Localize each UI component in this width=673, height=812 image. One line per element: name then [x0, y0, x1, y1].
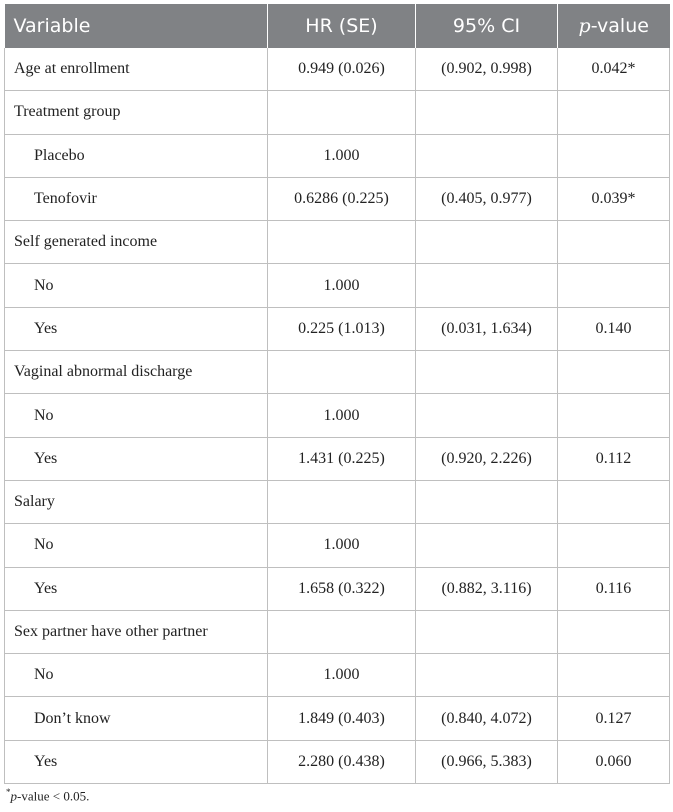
header-hr-se: HR (SE) — [268, 4, 416, 48]
cell-p-value — [558, 654, 670, 697]
cell-p-value: 0.140 — [558, 307, 670, 350]
cell-p-value — [558, 524, 670, 567]
cell-95-ci — [416, 264, 558, 307]
cell-variable: No — [5, 654, 268, 697]
cell-p-value — [558, 91, 670, 134]
header-row — [5, 4, 670, 48]
cell-variable: No — [5, 524, 268, 567]
cell-hr-se: 0.225 (1.013) — [268, 307, 416, 350]
header-95-ci: 95% CI — [416, 4, 558, 48]
cell-variable: Tenofovir — [5, 177, 268, 220]
cell-hr-se: 2.280 (0.438) — [268, 740, 416, 783]
cell-variable: Yes — [5, 437, 268, 480]
cell-hr-se: 1.849 (0.403) — [268, 697, 416, 740]
table-row — [5, 524, 670, 567]
cell-hr-se: 1.658 (0.322) — [268, 567, 416, 610]
cell-95-ci: (0.966, 5.383) — [416, 740, 558, 783]
table-row — [5, 221, 670, 264]
cell-95-ci — [416, 610, 558, 653]
table-row — [5, 394, 670, 437]
cell-variable: Salary — [5, 480, 268, 523]
table-row — [5, 351, 670, 394]
cell-variable: Self generated income — [5, 221, 268, 264]
cell-95-ci — [416, 134, 558, 177]
cell-hr-se: 1.431 (0.225) — [268, 437, 416, 480]
cell-95-ci — [416, 480, 558, 523]
table-row — [5, 264, 670, 307]
header-p-value — [558, 4, 670, 48]
cell-p-value — [558, 394, 670, 437]
cell-p-value — [558, 264, 670, 307]
cell-hr-se — [268, 351, 416, 394]
cell-95-ci — [416, 394, 558, 437]
cell-p-value — [558, 610, 670, 653]
table-row — [5, 91, 670, 134]
table-row — [5, 437, 670, 480]
cell-hr-se: 1.000 — [268, 394, 416, 437]
cell-variable: Treatment group — [5, 91, 268, 134]
footnote-text: -value < 0.05. — [17, 788, 90, 804]
footnote-marker: * — [6, 787, 11, 797]
cell-95-ci — [416, 221, 558, 264]
cell-variable: Age at enrollment — [5, 48, 268, 91]
cell-hr-se — [268, 91, 416, 134]
table-row — [5, 480, 670, 523]
cell-variable: Placebo — [5, 134, 268, 177]
cell-p-value: 0.039* — [558, 177, 670, 220]
cell-hr-se — [268, 221, 416, 264]
cell-hr-se — [268, 480, 416, 523]
cell-p-value: 0.127 — [558, 697, 670, 740]
table-row — [5, 48, 670, 91]
cell-hr-se: 1.000 — [268, 654, 416, 697]
cell-95-ci: (0.405, 0.977) — [416, 177, 558, 220]
cell-95-ci — [416, 524, 558, 567]
table-row — [5, 610, 670, 653]
cell-hr-se: 1.000 — [268, 524, 416, 567]
cell-hr-se: 0.6286 (0.225) — [268, 177, 416, 220]
cell-p-value: 0.060 — [558, 740, 670, 783]
cell-hr-se: 1.000 — [268, 264, 416, 307]
table-row — [5, 177, 670, 220]
header-variable: Variable — [5, 4, 268, 48]
cell-95-ci: (0.840, 4.072) — [416, 697, 558, 740]
cell-p-value: 0.042* — [558, 48, 670, 91]
cell-p-value — [558, 351, 670, 394]
cell-variable: Yes — [5, 740, 268, 783]
table-row — [5, 654, 670, 697]
cell-95-ci — [416, 654, 558, 697]
cell-95-ci: (0.031, 1.634) — [416, 307, 558, 350]
cell-95-ci: (0.882, 3.116) — [416, 567, 558, 610]
table-header — [5, 4, 670, 48]
cell-95-ci — [416, 351, 558, 394]
cell-hr-se: 0.949 (0.026) — [268, 48, 416, 91]
cell-hr-se — [268, 610, 416, 653]
header-p-suffix: -value — [590, 15, 649, 37]
table-row — [5, 740, 670, 783]
cell-hr-se: 1.000 — [268, 134, 416, 177]
cell-p-value — [558, 221, 670, 264]
footnote-p-letter: p — [10, 788, 17, 804]
footnote — [6, 787, 89, 804]
cell-variable: Sex partner have other partner — [5, 610, 268, 653]
cell-variable: Don’t know — [5, 697, 268, 740]
cell-p-value: 0.116 — [558, 567, 670, 610]
table-row — [5, 697, 670, 740]
hazard-ratio-table — [4, 4, 670, 784]
cell-p-value: 0.112 — [558, 437, 670, 480]
cell-95-ci: (0.920, 2.226) — [416, 437, 558, 480]
header-p-letter: p — [578, 15, 591, 37]
cell-variable: No — [5, 394, 268, 437]
cell-95-ci — [416, 91, 558, 134]
cell-95-ci: (0.902, 0.998) — [416, 48, 558, 91]
cell-p-value — [558, 480, 670, 523]
table-row — [5, 567, 670, 610]
cell-variable: Yes — [5, 567, 268, 610]
cell-variable: Vaginal abnormal discharge — [5, 351, 268, 394]
table-row — [5, 307, 670, 350]
cell-p-value — [558, 134, 670, 177]
cell-variable: Yes — [5, 307, 268, 350]
table-body — [5, 48, 670, 784]
cell-variable: No — [5, 264, 268, 307]
table-row — [5, 134, 670, 177]
